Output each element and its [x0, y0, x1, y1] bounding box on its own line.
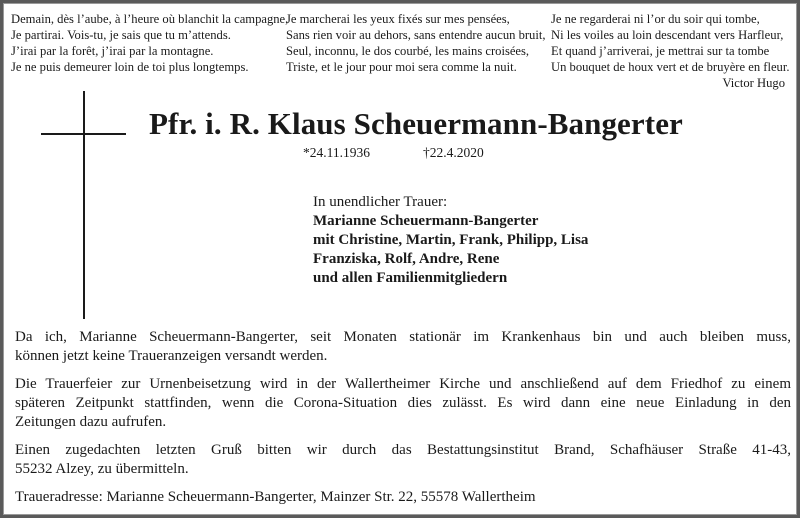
poem-line: Demain, dès l’aube, à l’heure où blanchit la campagne, — [11, 12, 289, 26]
mourner-line: Marianne Scheuermann-Bangerter — [313, 213, 539, 229]
notice-line: späteren Zeitpunkt stattfinden, wenn die Corona-Situation dies zulässt. Es wird dann eine neue Einladung in den — [15, 395, 791, 411]
poem-stanza-1 — [11, 11, 288, 75]
mourners-block — [313, 193, 588, 288]
poem-line: Je marcherai les yeux fixés sur mes pensées, — [286, 12, 510, 26]
poem-line: Un bouquet de houx vert et de bruyère en fleur. — [551, 60, 790, 74]
mourner-line: Franziska, Rolf, Andre, Rene — [313, 251, 500, 267]
cross-horizontal-bar — [41, 133, 126, 135]
notice-paragraph-address — [15, 488, 791, 507]
poem-line: Je partirai. Vois-tu, je sais que tu m’attends. — [11, 28, 231, 42]
notice-paragraph-hospital — [15, 328, 791, 366]
notice-line: Einen zugedachten letzten Gruß bitten wir durch das Bestattungsinstitut Brand, Schafhäuser Straße 41-43, — [15, 442, 791, 458]
poem-line: Sans rien voir au dehors, sans entendre aucun bruit, — [286, 28, 546, 42]
cross-vertical-bar — [83, 91, 85, 319]
mourner-line: mit Christine, Martin, Frank, Philipp, Lisa — [313, 232, 589, 248]
poem-line: Et quand j’arriverai, je mettrai sur ta tombe — [551, 44, 770, 58]
deceased-name: Pfr. i. R. Klaus Scheuermann-Bangerter — [149, 106, 683, 141]
notice-line: 55232 Alzey, zu übermitteln. — [15, 461, 189, 477]
poem-line: Triste, et le jour pour moi sera comme la nuit. — [286, 60, 517, 74]
poem-line: Seul, inconnu, le dos courbé, les mains croisées, — [286, 44, 530, 58]
poem-stanza-2 — [286, 11, 546, 75]
notice-line: Die Trauerfeier zur Urnenbeisetzung wird in der Wallertheimer Kirche und anschließend auf dem Friedhof zu einem — [15, 376, 791, 392]
mourners-intro: In unendlicher Trauer: — [313, 194, 448, 210]
mourning-address: Traueradresse: Marianne Scheuermann-Bangerter, Mainzer Str. 22, 55578 Wallertheim — [15, 489, 536, 505]
poem-line: Ni les voiles au loin descendant vers Harfleur, — [551, 28, 784, 42]
birth-date: *24.11.1936 — [303, 145, 370, 160]
notice-line: Da ich, Marianne Scheuermann-Bangerter, seit Monaten stationär im Krankenhaus bin und auch bleiben muss, — [15, 329, 791, 345]
notice-line: Zeitungen dazu aufrufen. — [15, 414, 167, 430]
death-date: †22.4.2020 — [423, 145, 484, 160]
poem-line: J’irai par la forêt, j’irai par la montagne. — [11, 44, 214, 58]
poem-stanza-3 — [551, 11, 790, 75]
poem-line: Je ne regarderai ni l’or du soir qui tombe, — [551, 12, 760, 26]
notice-paragraph-ceremony — [15, 375, 791, 432]
poem-author: Victor Hugo — [722, 76, 785, 90]
notice-paragraph-condolences — [15, 441, 791, 479]
poem-line: Je ne puis demeurer loin de toi plus longtemps. — [11, 60, 249, 74]
mourner-line: und allen Familienmitgliedern — [313, 270, 508, 286]
notice-line: können jetzt keine Traueranzeigen versandt werden. — [15, 348, 328, 364]
